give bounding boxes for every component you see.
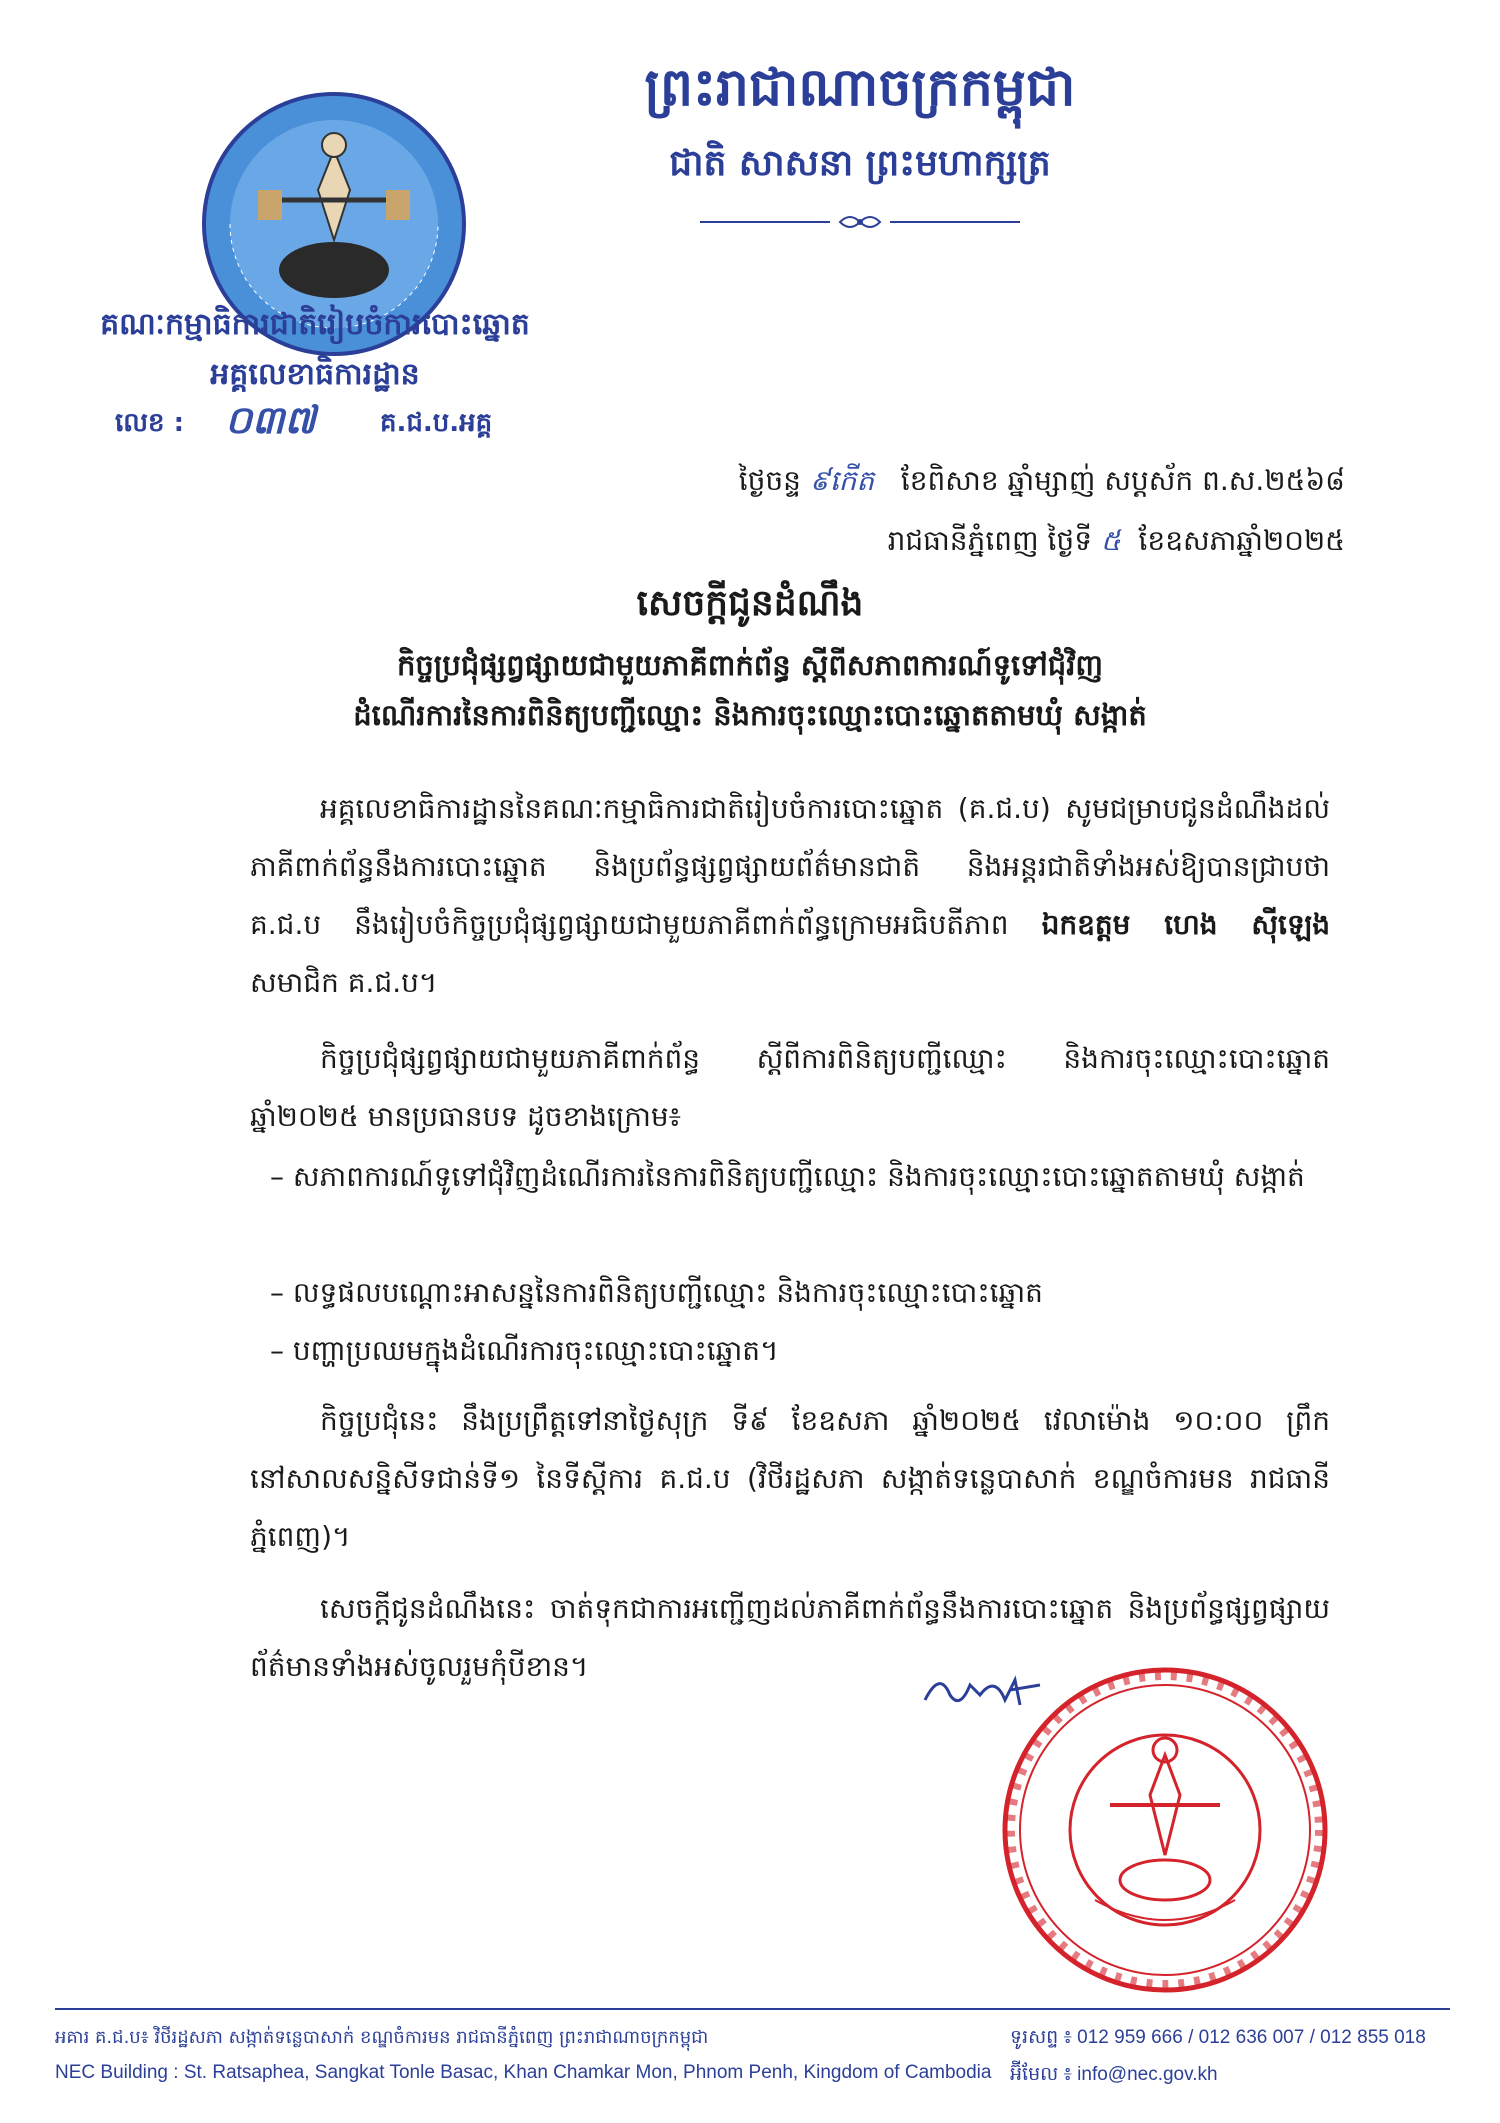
reference-number-row (115, 398, 555, 442)
phone-number: 012 959 666 / 012 636 007 / 012 855 018 (1077, 2027, 1426, 2048)
place-prefix: រាជធានីភ្នំពេញ ថ្ងៃទី (887, 524, 1092, 557)
paragraph-2: កិច្ចប្រជុំផ្សព្វផ្សាយជាមួយភាគីពាក់ព័ន្ធ ស្តីពីការពិនិត្យបញ្ជីឈ្មោះ និងការចុះឈ្មោះបោះឆ្នោត ឆ្នាំ២០២៥ មានប្រធានបទ ដូចខាងក្រោម៖ (250, 1042, 1330, 1133)
email-label: អ៊ីមែល ៖ (1010, 2064, 1072, 2085)
solar-date (565, 523, 1345, 564)
chairperson-name: ឯកឧត្តម ហេង ស៊ីឡេង (1041, 908, 1331, 941)
topic-item-1: – សភាពការណ៍ទូទៅជុំវិញដំណើរការនៃការពិនិត្យបញ្ជីឈ្មោះ និងការចុះឈ្មោះបោះឆ្នោតតាមឃុំ សង្កាត់ (270, 1160, 1305, 1193)
topic-item-3: – បញ្ហាប្រឈមក្នុងដំណើរការចុះឈ្មោះបោះឆ្នោត។ (270, 1334, 779, 1367)
ref-number: ០៣៧ (225, 397, 316, 442)
official-seal-icon (1000, 1665, 1330, 1995)
footer-address-kh: អគារ គ.ជ.ប៖ វិថីរដ្ឋសភា សង្កាត់ទន្លេបាសាក់ ខណ្ឌចំការមន រាជធានីភ្នំពេញ ព្រះរាជាណាចក្រកម្ពុជា (55, 2027, 709, 2048)
document-title: សេចក្តីជូនដំណឹង (636, 583, 864, 624)
date-month: ខែឧសភា (1138, 524, 1237, 557)
kingdom-heading: ព្រះរាជាណាចក្រកម្ពុជា (644, 57, 1076, 118)
paragraph-1-end: សមាជិក គ.ជ.ប។ (250, 966, 438, 999)
lunar-year: ឆ្នាំម្សាញ់ សប្តស័ក ព.ស.២៥៦៨ (1007, 464, 1345, 497)
date-year: ឆ្នាំ២០២៥ (1236, 524, 1345, 557)
ref-suffix: គ.ជ.ប.អគ្គ (380, 408, 493, 438)
topic-item-2: – លទ្ធផលបណ្តោះអាសន្ននៃការពិនិត្យបញ្ជីឈ្មោះ និងការចុះឈ្មោះបោះឆ្នោត (270, 1276, 1043, 1309)
footer-phone (1010, 2025, 1426, 2053)
paragraph-1 (250, 780, 1330, 1012)
document-subtitle-1: កិច្ចប្រជុំផ្សព្វផ្សាយជាមួយភាគីពាក់ព័ន្ធ ស្តីពីសភាពការណ៍ទូទៅជុំវិញ (396, 648, 1104, 682)
lunar-day: ៩កើត (809, 464, 875, 497)
footer-divider (55, 2008, 1450, 2010)
lunar-month: ខែពិសាខ (900, 464, 999, 497)
organization-name: គណៈកម្មាធិការជាតិរៀបចំការបោះឆ្នោត (100, 307, 530, 342)
ref-label: លេខ : (115, 408, 184, 438)
national-motto: ជាតិ សាសនា ព្រះមហាក្សត្រ (669, 142, 1051, 184)
date-day: ៥ (1100, 524, 1121, 557)
footer-email (1010, 2062, 1218, 2090)
paragraph-3: កិច្ចប្រជុំនេះ នឹងប្រព្រឹត្តទៅនាថ្ងៃសុក្រ ទី៩ ខែឧសភា ឆ្នាំ២០២៥ វេលាម៉ោង ១០:០០ ព្រឹក នៅសាលសន្និសីទជាន់ទី១ នៃទីស្តីការ គ.ជ.ប (វិថីរដ្ឋសភា សង្កាត់ទន្លេបាសាក់ ខណ្ឌចំការមន រាជធានីភ្នំពេញ)។ (250, 1404, 1330, 1553)
paragraph-1-text: អគ្គលេខាធិការដ្ឋាននៃគណៈកម្មាធិការជាតិរៀបចំការបោះឆ្នោត (គ.ជ.ប) សូមជម្រាបជូនដំណឹងដល់ភាគីពាក់ព័ន្ធនឹងការបោះឆ្នោត និងប្រព័ន្ធផ្សព្វផ្សាយព័ត៌មានជាតិ និងអន្តរជាតិទាំងអស់ឱ្យបានជ្រាបថា គ.ជ.ប នឹងរៀបចំកិច្ចប្រជុំផ្សព្វផ្សាយជាមួយភាគីពាក់ព័ន្ធក្រោមអធិបតីភាព (250, 792, 1330, 941)
department-name: អគ្គលេខាធិការដ្ឋាន (210, 357, 420, 392)
document-subtitle-2: ដំណើរការនៃការពិនិត្យបញ្ជីឈ្មោះ និងការចុះឈ្មោះបោះឆ្នោតតាមឃុំ សង្កាត់ (353, 698, 1147, 732)
paragraph-4: សេចក្តីជូនដំណឹងនេះ ចាត់ទុកជាការអញ្ជើញដល់ភាគីពាក់ព័ន្ធនឹងការបោះឆ្នោត និងប្រព័ន្ធផ្សព្វផ្សាយព័ត៌មានទាំងអស់ចូលរួមកុំបីខាន។ (250, 1592, 1330, 1683)
lunar-date (565, 463, 1345, 504)
phone-label: ទូរសព្ទ ៖ (1010, 2027, 1072, 2048)
lunar-prefix: ថ្ងៃចន្ទ (738, 464, 801, 497)
ornament-divider-icon (700, 212, 1020, 232)
email-address[interactable]: info@nec.gov.kh (1077, 2064, 1218, 2085)
footer-address-en: NEC Building : St. Ratsaphea, Sangkat Tonle Basac, Khan Chamkar Mon, Phnom Penh, Kingdom of Cambodia (55, 2062, 992, 2083)
